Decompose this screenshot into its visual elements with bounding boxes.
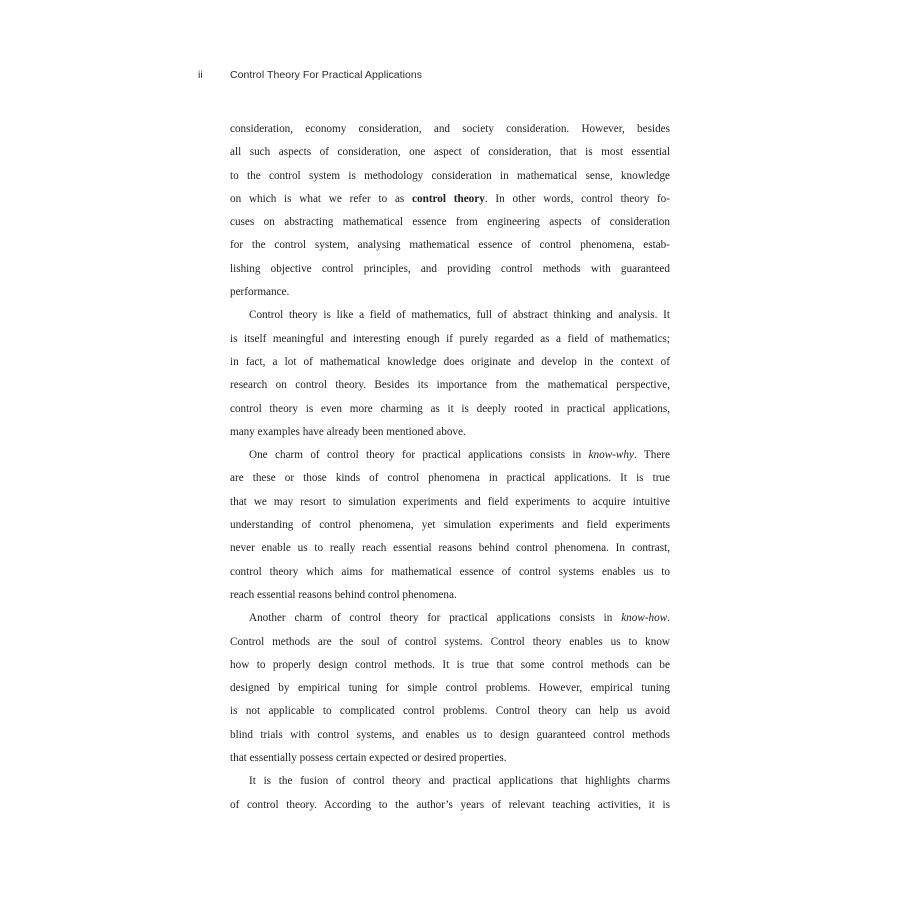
text-segment: Another charm of control theory for practical applications consists in [249, 612, 622, 625]
text-segment: on which is what we refer to as [230, 192, 413, 205]
text-line: performance. [230, 286, 290, 299]
text-line: all such aspects of consideration, one aspect of consideration, that is most essential [230, 146, 670, 159]
paragraph [230, 444, 670, 607]
text-line: is not applicable to complicated control problems. Control theory can help us avoid [230, 705, 670, 718]
text-line: control theory is even more charming as it is deeply rooted in practical applications, [230, 402, 670, 415]
text-segment: . In other words, control theory fo- [484, 192, 670, 205]
body-text [230, 118, 670, 817]
text-line: It is the fusion of control theory and practical applications that highlights charms [249, 775, 670, 788]
text-line: reach essential reasons behind control phenomena. [230, 588, 457, 601]
emphasis-term: know-why [588, 449, 634, 462]
paragraph [230, 118, 670, 304]
text-line: how to properly design control methods. It is true that some control methods can be [230, 658, 670, 671]
text-line: lishing objective control principles, and providing control methods with guaranteed [230, 262, 670, 275]
emphasis-term: control theory [412, 192, 485, 205]
text-line: many examples have already been mentioned above. [230, 425, 466, 438]
text-line: blind trials with control systems, and enables us to design guaranteed control methods [230, 728, 670, 741]
text-line: of control theory. According to the author’s years of relevant teaching activities, it is [230, 798, 670, 811]
text-line: to the control system is methodology consideration in mathematical sense, knowledge [230, 169, 670, 182]
text-segment: . There [633, 449, 670, 462]
text-line: never enable us to really reach essential reasons behind control phenomena. In contrast, [230, 542, 670, 555]
text-line: cuses on abstracting mathematical essence from engineering aspects of consideration [230, 216, 670, 229]
text-segment: . [667, 612, 670, 625]
paragraph [230, 304, 670, 444]
text-line: Control methods are the soul of control systems. Control theory enables us to know [230, 635, 670, 648]
text-line: that essentially possess certain expected or desired properties. [230, 752, 507, 765]
text-line: in fact, a lot of mathematical knowledge does originate and develop in the context of [230, 355, 670, 368]
page-number: ii [198, 69, 203, 81]
text-line: designed by empirical tuning for simple control problems. However, empirical tuning [230, 682, 670, 695]
text-line: research on control theory. Besides its importance from the mathematical perspective, [230, 379, 670, 392]
emphasis-term: know-how [621, 612, 668, 625]
text-line: are these or those kinds of control phenomena in practical applications. It is true [230, 472, 670, 485]
running-title: Control Theory For Practical Applications [230, 69, 423, 81]
text-line [230, 188, 670, 211]
text-line [230, 444, 670, 467]
text-line [230, 607, 670, 630]
paragraph [230, 607, 670, 770]
paragraph [230, 770, 670, 817]
text-line: that we may resort to simulation experiments and field experiments to acquire intuitive [230, 495, 670, 508]
text-line: for the control system, analysing mathematical essence of control phenomena, estab- [230, 239, 670, 252]
text-line: control theory which aims for mathematical essence of control systems enables us to [230, 565, 670, 578]
text-segment: One charm of control theory for practical applications consists in [249, 449, 589, 462]
text-line: is itself meaningful and interesting enough if purely regarded as a field of mathematics; [230, 332, 670, 345]
running-header [198, 69, 422, 81]
text-line: Control theory is like a field of mathematics, full of abstract thinking and analysis. It [249, 309, 670, 322]
text-line: understanding of control phenomena, yet simulation experiments and field experiments [230, 519, 670, 532]
text-line: consideration, economy consideration, and society consideration. However, besides [230, 123, 670, 135]
